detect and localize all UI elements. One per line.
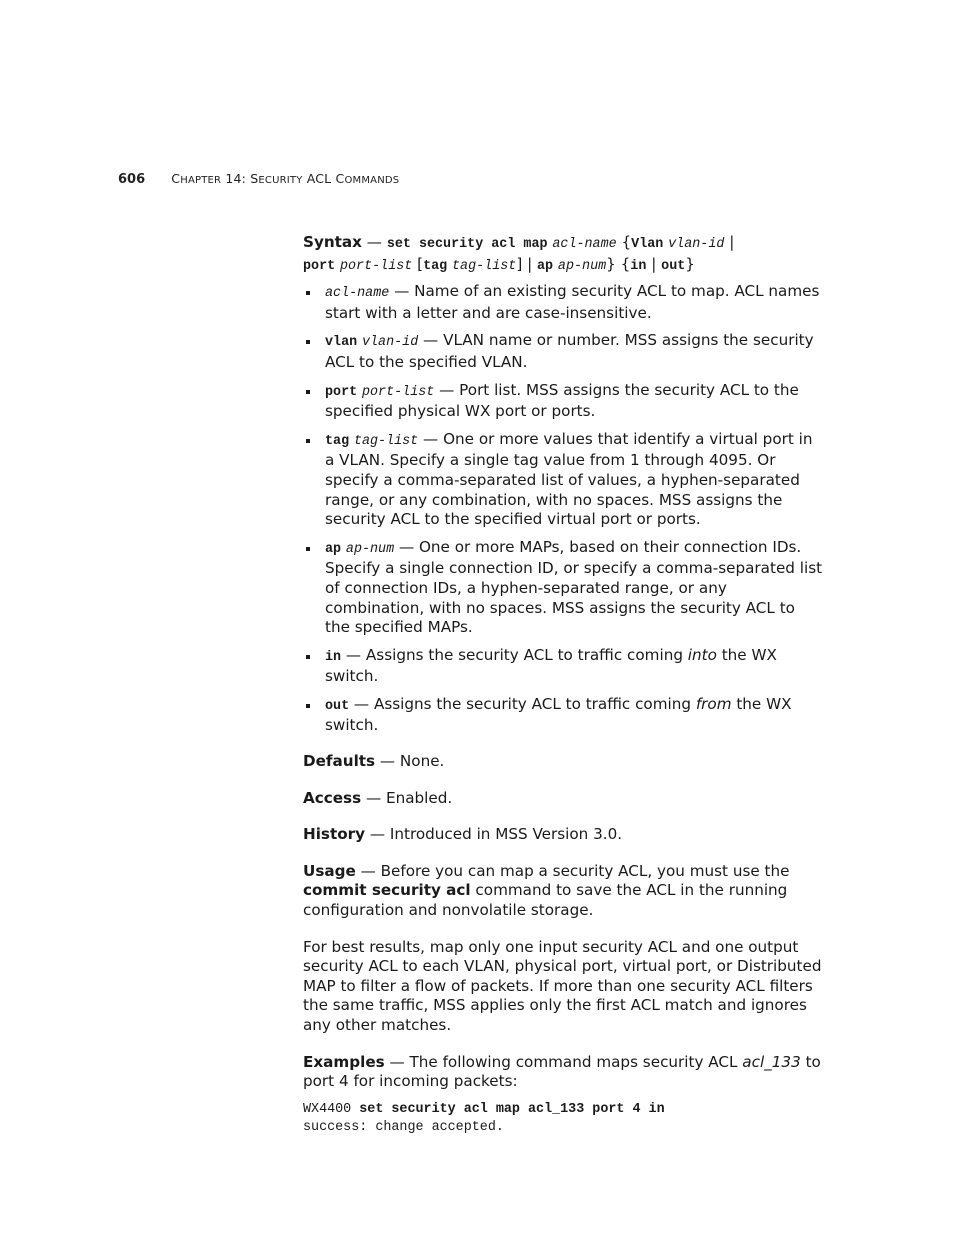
page-number: 606: [118, 172, 146, 187]
code-example: [303, 1101, 823, 1137]
defaults-section: Defaults — None.: [303, 752, 445, 771]
list-item: port port-list — Port list. MSS assigns the security ACL to the specified physical WX port or ports.: [303, 381, 823, 422]
examples-section: Examples — The following command maps security ACL acl_133 to port 4 for incoming packets:: [303, 1052, 821, 1091]
list-item: in — Assigns the security ACL to traffic coming into the WX switch.: [303, 646, 823, 687]
list-item: out — Assigns the security ACL to traffic coming from the WX switch.: [303, 695, 823, 736]
syntax-section: Syntax — set security acl map acl-name {Vlan vlan-id | port port-list [tag tag-list] | ap ap-num} {in | out}: [303, 233, 735, 274]
parameter-list: [303, 282, 823, 736]
access-section: Access — Enabled.: [303, 788, 453, 807]
history-section: History — Introduced in MSS Version 3.0.: [303, 825, 623, 844]
syntax-command: set security acl map: [386, 237, 548, 252]
page-header: [118, 171, 399, 187]
code-prompt: WX4400: [303, 1101, 360, 1117]
code-output: success: change accepted.: [303, 1119, 504, 1135]
usage-section: Usage — Before you can map a security ACL, you must use the commit security acl command to save the ACL in the running configuration and nonvolatile storage.: [303, 861, 790, 920]
list-item: vlan vlan-id — VLAN name or number. MSS assigns the security ACL to the specified VLAN.: [303, 331, 823, 372]
code-command: set security acl map acl_133 port 4 in: [359, 1101, 665, 1117]
list-item: ap ap-num — One or more MAPs, based on their connection IDs. Specify a single connection ID, or specify a comma-separated list of connection IDs, a hyphen-separated range, or any combination, with no spaces. MSS assigns the security ACL to the specified MAPs.: [303, 538, 823, 638]
chapter-title: CHAPTER 14: SECURITY ACL COMMANDS: [171, 171, 400, 186]
syntax-label: Syntax: [303, 233, 362, 251]
list-item: acl-name — Name of an existing security ACL to map. ACL names start with a letter and are case-insensitive.: [303, 282, 823, 323]
best-results-paragraph: For best results, map only one input security ACL and one output security ACL to each VLAN, physical port, virtual port, or Distributed MAP to filter a flow of packets. If more than one security ACL filters the same traffic, MSS applies only the first ACL match and ignores any other matches.: [303, 937, 822, 1034]
main-content: [303, 233, 823, 1137]
list-item: tag tag-list — One or more values that identify a virtual port in a VLAN. Specify a single tag value from 1 through 4095. Or specify a comma-separated list of values, a hyphen-separated range, or any combination, with no spaces. MSS assigns the security ACL to the specified virtual port or ports.: [303, 430, 823, 530]
